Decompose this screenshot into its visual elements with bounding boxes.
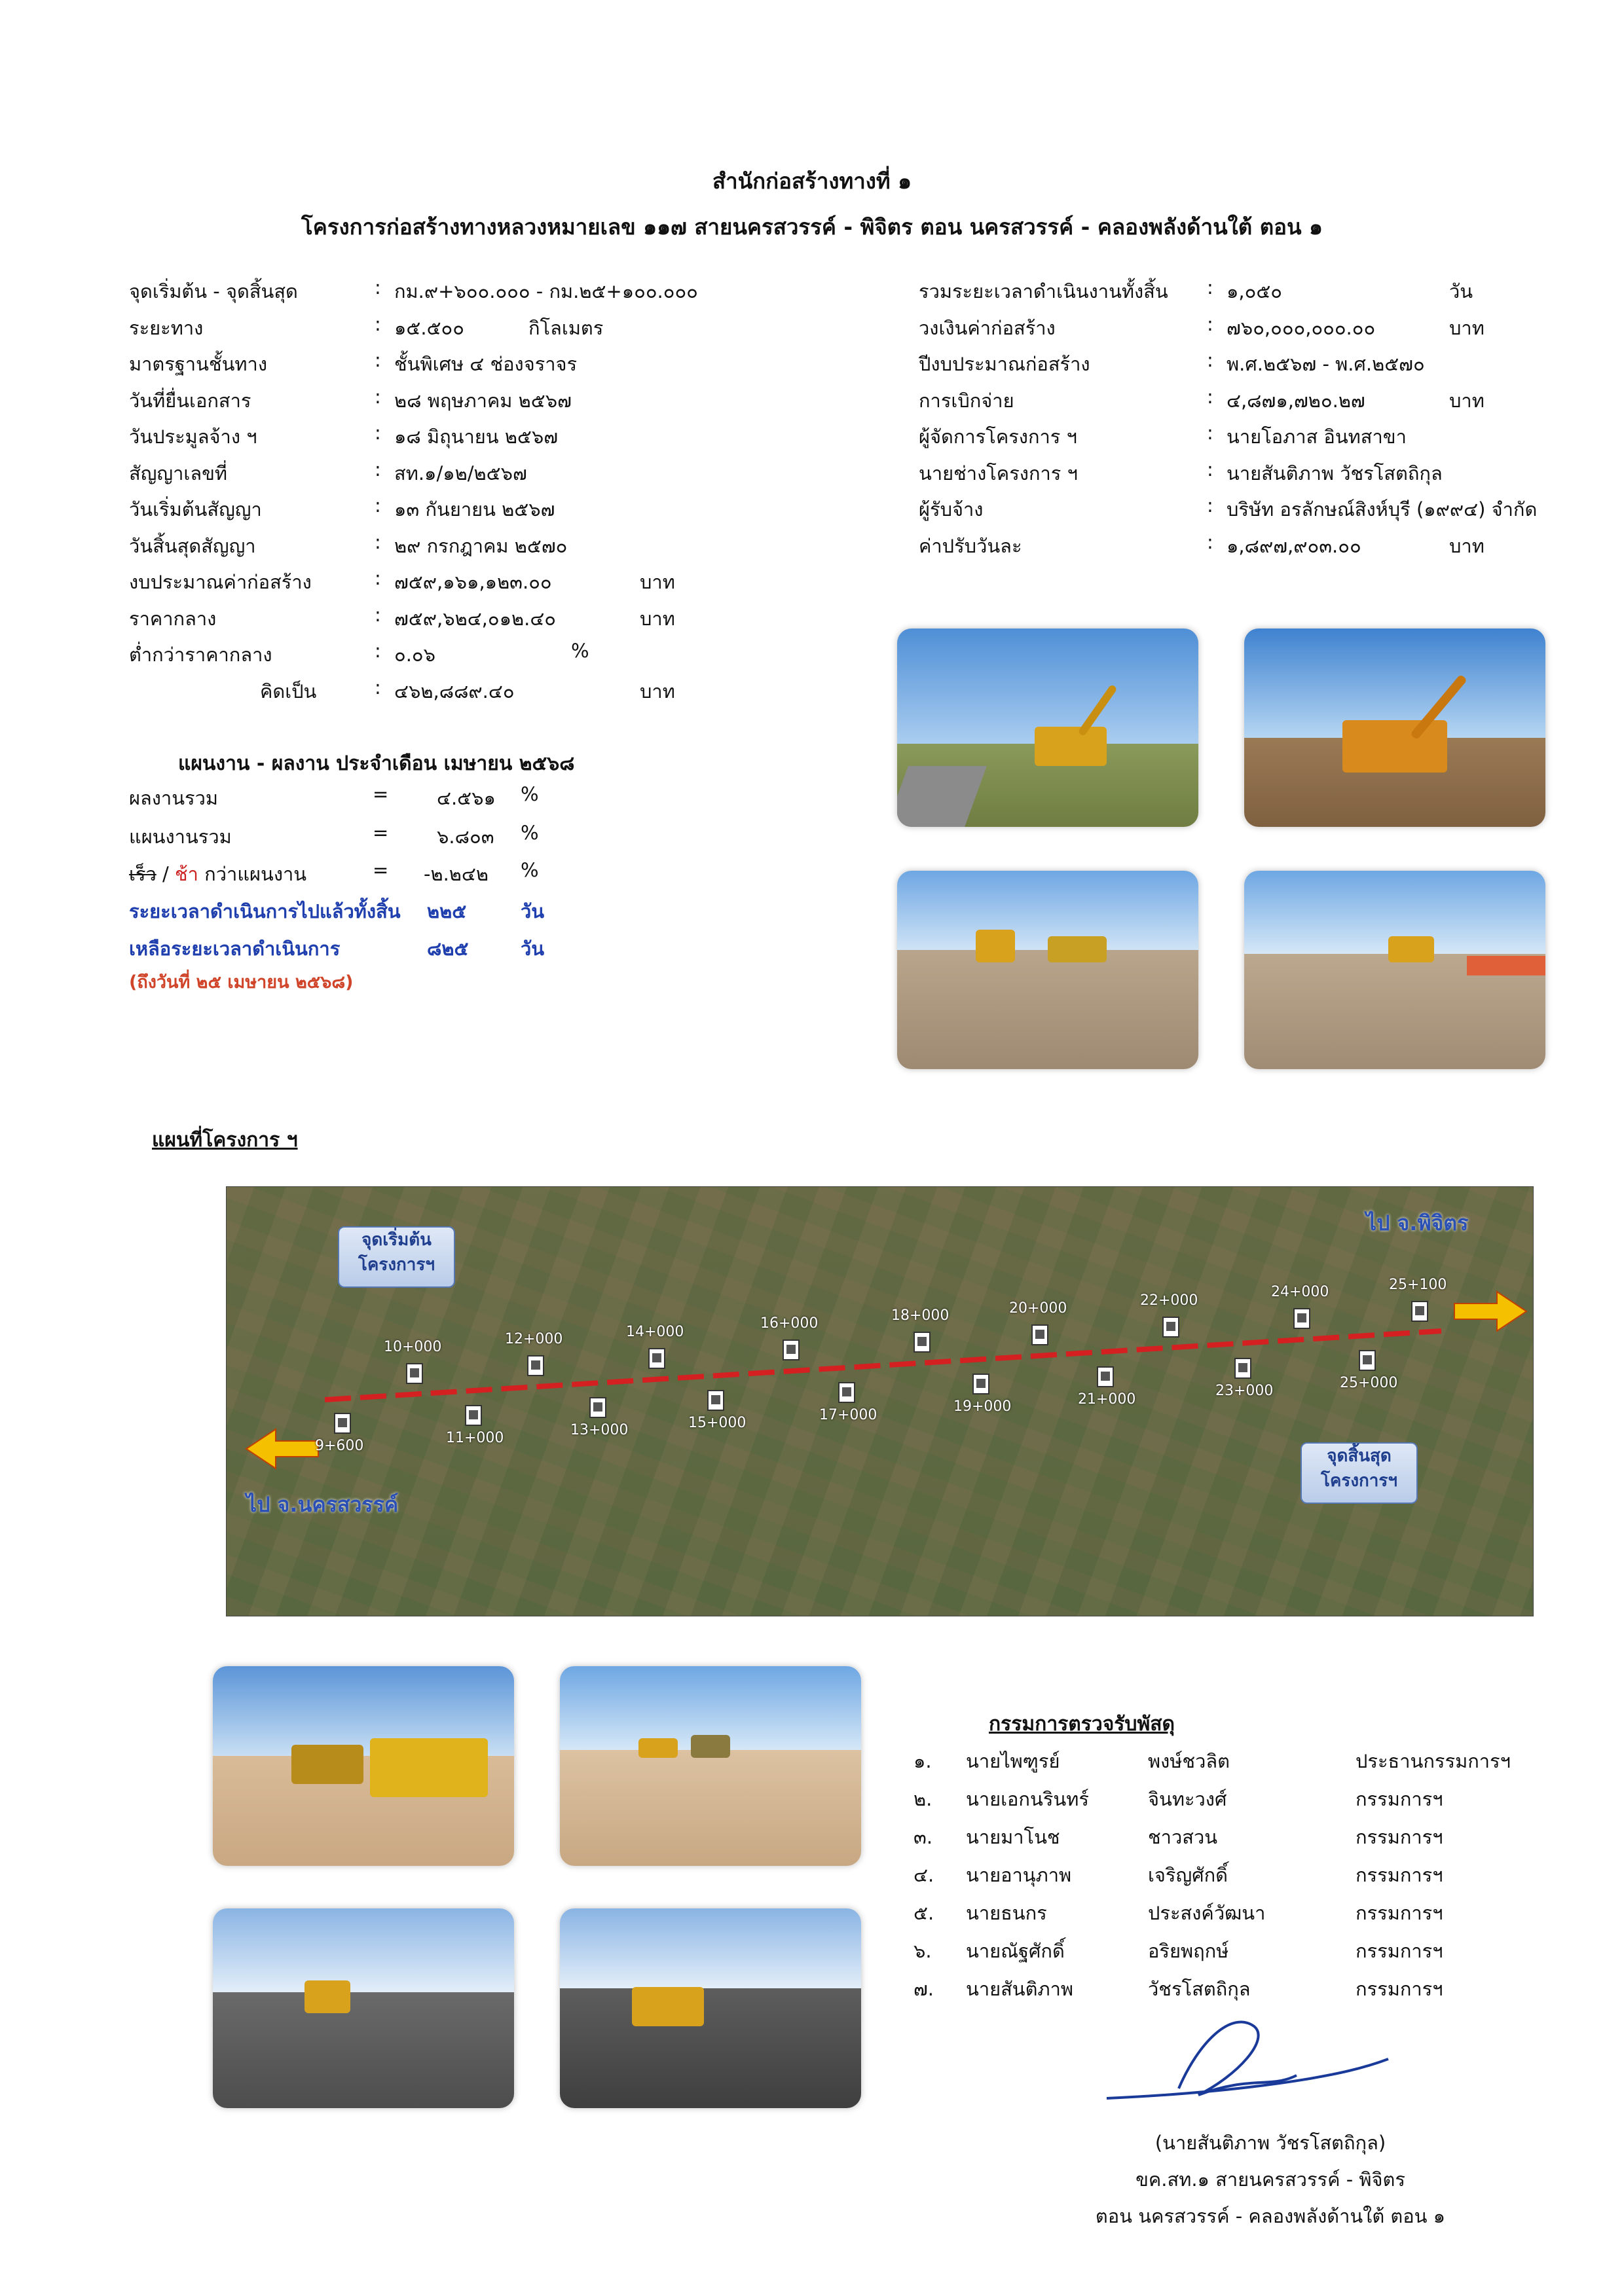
- info-label: ปีงบประมาณก่อสร้าง: [919, 353, 1090, 375]
- map-title: แผนที่โครงการ ฯ: [152, 1129, 298, 1152]
- info-colon: :: [375, 422, 381, 444]
- remaining-value: ๘๒๕: [427, 938, 469, 960]
- info-row: [919, 386, 1574, 412]
- info-unit: บาท: [640, 680, 675, 702]
- info-label: ค่าปรับวันละ: [919, 535, 1022, 557]
- km-marker-icon: [1293, 1308, 1310, 1329]
- info-row: [129, 494, 718, 520]
- info-unit: บาท: [640, 608, 675, 630]
- member-last-name: ชาวสวน: [1148, 1826, 1218, 1848]
- member-last-name: พงษ์ชวลิต: [1148, 1750, 1230, 1772]
- member-number: ๗.: [913, 1978, 934, 2000]
- station-label: 9+600: [315, 1438, 364, 1454]
- info-colon: :: [1207, 313, 1213, 335]
- info-label: สัญญาเลขที่: [129, 462, 228, 484]
- station-label: 19+000: [953, 1398, 1012, 1415]
- member-first-name: นายเอกนรินทร์: [966, 1788, 1089, 1810]
- signer-section: ตอน นครสวรรค์ - คลองพลังด้านใต้ ตอน ๑: [1095, 2205, 1446, 2227]
- member-role: กรรมการฯ: [1356, 1864, 1443, 1886]
- info-row: [919, 494, 1574, 520]
- signer-position: ขค.สท.๑ สายนครสวรรค์ - พิจิตร: [1135, 2168, 1405, 2191]
- info-label: วันสิ้นสุดสัญญา: [129, 535, 256, 557]
- label-separator: /: [156, 863, 175, 885]
- info-colon: :: [375, 676, 381, 699]
- info-colon: :: [375, 386, 381, 408]
- km-marker-icon: [406, 1363, 423, 1384]
- site-photo-roadwork-2: [1244, 871, 1545, 1069]
- station-label: 13+000: [570, 1422, 629, 1438]
- member-number: ๓.: [913, 1826, 933, 1848]
- info-value: นายสันติภาพ วัชรโสตถิกุล: [1227, 462, 1443, 484]
- km-marker-icon: [334, 1413, 351, 1434]
- member-first-name: นายสันติภาพ: [966, 1978, 1073, 2000]
- info-label: ระยะทาง: [129, 317, 204, 339]
- member-first-name: นายไพฑูรย์: [966, 1750, 1060, 1772]
- station-label: 18+000: [891, 1307, 950, 1324]
- info-row: [919, 313, 1574, 339]
- info-row: [919, 531, 1574, 557]
- info-label: ผู้จัดการโครงการ ฯ: [919, 426, 1077, 448]
- member-number: ๕.: [913, 1902, 934, 1924]
- info-value: ๔,๘๗๑,๗๒๐.๒๗: [1227, 390, 1365, 412]
- km-marker-icon: [527, 1355, 544, 1376]
- site-photo-roadwork-1: [897, 871, 1198, 1069]
- info-label: จุดเริ่มต้น - จุดสิ้นสุด: [129, 280, 298, 302]
- info-colon: :: [375, 640, 381, 662]
- info-value: ๑,๘๙๗,๙๐๓.๐๐: [1227, 535, 1361, 557]
- elapsed-value: ๒๒๕: [427, 900, 467, 922]
- progress-label: แผนงานรวม: [129, 826, 232, 848]
- info-row: [919, 422, 1574, 448]
- info-colon: :: [1207, 276, 1213, 299]
- info-value: ๒๘ พฤษภาคม ๒๕๖๗: [394, 390, 572, 412]
- progress-value: ๔.๕๖๑: [437, 787, 496, 809]
- signature: [1100, 1997, 1395, 2121]
- faster-label: เร็ว: [129, 863, 157, 885]
- info-label: วงเงินค่าก่อสร้าง: [919, 317, 1056, 339]
- committee-row: [913, 1822, 1536, 1848]
- info-label: ผู้รับจ้าง: [919, 498, 984, 520]
- info-label: วันที่ยื่นเอกสาร: [129, 390, 251, 412]
- member-first-name: นายอานุภาพ: [966, 1864, 1072, 1886]
- info-label: ต่ำกว่าราคากลาง: [129, 644, 272, 666]
- member-role: กรรมการฯ: [1356, 1788, 1443, 1810]
- station-label: 16+000: [760, 1315, 819, 1332]
- info-value: พ.ศ.๒๕๖๗ - พ.ศ.๒๕๗๐: [1227, 353, 1425, 375]
- site-photo-excavator-1: [897, 629, 1198, 827]
- station-label: 24+000: [1271, 1284, 1329, 1300]
- km-marker-icon: [1162, 1317, 1179, 1338]
- info-label: มาตรฐานชั้นทาง: [129, 353, 267, 375]
- info-value: ๗๕๙,๖๒๔,๐๑๒.๔๐: [394, 608, 556, 630]
- info-unit: บาท: [1449, 390, 1485, 412]
- member-last-name: เจริญศักดิ์: [1148, 1864, 1228, 1886]
- info-unit: วัน: [1449, 280, 1473, 302]
- member-role: กรรมการฯ: [1356, 1902, 1443, 1924]
- end-callout-line1: จุดสิ้นสุด: [1327, 1446, 1392, 1466]
- info-colon: :: [1207, 531, 1213, 553]
- site-photo-roller-2: [560, 1666, 861, 1866]
- info-value: สท.๑/๑๒/๒๕๖๗: [394, 462, 527, 484]
- info-unit: กิโลเมตร: [528, 317, 604, 339]
- info-colon: :: [375, 313, 381, 335]
- info-row: [129, 349, 718, 375]
- office-title: สำนักก่อสร้างทางที่ ๑: [712, 168, 912, 194]
- info-value: ๒๙ กรกฎาคม ๒๕๗๐: [394, 535, 568, 557]
- info-label: ราคากลาง: [129, 608, 217, 630]
- committee-title: กรรมการตรวจรับพัสดุ: [989, 1713, 1175, 1736]
- station-label: 20+000: [1009, 1300, 1067, 1317]
- start-callout-line2: โครงการฯ: [358, 1255, 435, 1275]
- committee-row: [913, 1860, 1536, 1886]
- info-row: [919, 458, 1574, 484]
- committee-row: [913, 1746, 1536, 1772]
- member-last-name: จินทะวงศ์: [1148, 1788, 1227, 1810]
- info-row: [129, 458, 718, 484]
- member-last-name: วัชรโสตถิกุล: [1148, 1978, 1251, 2000]
- progress-label: [129, 859, 306, 889]
- info-colon: :: [1207, 458, 1213, 481]
- member-role: กรรมการฯ: [1356, 1978, 1443, 2000]
- info-row: [129, 531, 718, 557]
- info-colon: :: [1207, 386, 1213, 408]
- member-first-name: นายณัฐศักดิ์: [966, 1940, 1065, 1962]
- site-photo-roller-1: [213, 1666, 514, 1866]
- km-marker-icon: [707, 1390, 724, 1411]
- info-value: ๑๓ กันยายน ๒๕๖๗: [394, 498, 555, 520]
- info-label: การเบิกจ่าย: [919, 390, 1014, 412]
- station-label: 25+000: [1340, 1375, 1398, 1391]
- info-label: รวมระยะเวลาดำเนินงานทั้งสิ้น: [919, 280, 1168, 302]
- info-label: งบประมาณค่าก่อสร้าง: [129, 571, 312, 593]
- info-value: ชั้นพิเศษ ๔ ช่องจราจร: [394, 353, 578, 375]
- end-callout-line2: โครงการฯ: [1321, 1471, 1397, 1491]
- info-colon: :: [375, 531, 381, 553]
- committee-row: [913, 1974, 1536, 2000]
- member-last-name: ประสงค์วัฒนา: [1148, 1902, 1266, 1924]
- member-first-name: นายธนกร: [966, 1902, 1047, 1924]
- info-colon: :: [1207, 494, 1213, 517]
- progress-unit: %: [521, 783, 539, 805]
- signer-name: (นายสันติภาพ วัชรโสตถิกุล): [1154, 2132, 1386, 2154]
- to-phichit-label: ไป จ.พิจิตร: [1366, 1211, 1469, 1235]
- km-marker-icon: [972, 1374, 989, 1394]
- km-marker-icon: [783, 1339, 800, 1360]
- info-label: วันเริ่มต้นสัญญา: [129, 498, 262, 520]
- station-label: 11+000: [446, 1430, 504, 1446]
- info-value: ๗๕๙,๑๖๑,๑๒๓.๐๐: [394, 571, 552, 593]
- station-label: 10+000: [384, 1339, 442, 1355]
- site-photo-paving-2: [560, 1908, 861, 2108]
- info-value: นายโอภาส อินทสาขา: [1227, 426, 1407, 448]
- start-callout-line1: จุดเริ่มต้น: [361, 1230, 432, 1250]
- site-photo-excavator-2: [1244, 629, 1545, 827]
- member-role: กรรมการฯ: [1356, 1826, 1443, 1848]
- info-row: [129, 567, 718, 593]
- info-row: [919, 349, 1574, 375]
- km-marker-icon: [465, 1405, 482, 1426]
- site-photo-paving-1: [213, 1908, 514, 2108]
- info-colon: :: [375, 349, 381, 371]
- station-label: 17+000: [819, 1407, 877, 1423]
- km-marker-icon: [1234, 1358, 1251, 1379]
- info-colon: :: [1207, 349, 1213, 371]
- info-row: [129, 640, 718, 666]
- progress-value: ๖.๘๐๓: [437, 826, 494, 848]
- station-label: 25+100: [1389, 1277, 1447, 1293]
- elapsed-unit: วัน: [521, 900, 545, 922]
- slower-label: ช้า: [175, 863, 198, 885]
- info-row: [129, 313, 718, 339]
- info-row: [129, 676, 718, 702]
- station-label: 15+000: [688, 1415, 747, 1431]
- station-label: 23+000: [1215, 1383, 1274, 1399]
- km-marker-icon: [1411, 1301, 1428, 1322]
- committee-row: [913, 1784, 1536, 1810]
- station-label: 14+000: [626, 1324, 684, 1340]
- left-arrow-icon: [246, 1429, 318, 1468]
- info-value: ๑๘ มิถุนายน ๒๕๖๗: [394, 426, 559, 448]
- info-label: นายช่างโครงการ ฯ: [919, 462, 1078, 484]
- direction-arrows: [227, 1187, 1533, 1616]
- progress-eq: =: [373, 783, 389, 805]
- info-row: [919, 276, 1574, 302]
- project-map: [226, 1186, 1534, 1616]
- member-number: ๖.: [913, 1940, 932, 1962]
- progress-unit: %: [521, 859, 539, 881]
- info-colon: :: [375, 604, 381, 626]
- info-colon: :: [375, 567, 381, 589]
- km-marker-icon: [1097, 1366, 1114, 1387]
- info-value: ๑๕.๕๐๐: [394, 317, 464, 339]
- info-unit: %: [571, 640, 589, 662]
- info-label: คิดเป็น: [260, 680, 317, 702]
- info-colon: :: [375, 458, 381, 481]
- info-row: [129, 422, 718, 448]
- info-unit: บาท: [640, 571, 675, 593]
- info-value: ๐.๐๖: [394, 644, 436, 666]
- km-marker-icon: [648, 1348, 665, 1369]
- progress-unit: %: [521, 822, 539, 844]
- member-role: ประธานกรรมการฯ: [1356, 1750, 1511, 1772]
- to-nakhon-sawan-label: ไป จ.นครสวรรค์: [246, 1492, 399, 1517]
- km-marker-icon: [589, 1397, 606, 1418]
- remaining-unit: วัน: [521, 938, 545, 960]
- remaining-label: เหลือระยะเวลาดำเนินการ: [129, 938, 341, 960]
- progress-heading: แผนงาน - ผลงาน ประจำเดือน เมษายน ๒๕๖๘: [178, 752, 575, 775]
- info-row: [129, 604, 718, 630]
- member-number: ๔.: [913, 1864, 934, 1886]
- as-of-date: (ถึงวันที่ ๒๕ เมษายน ๒๕๖๘): [129, 972, 354, 993]
- member-role: กรรมการฯ: [1356, 1940, 1443, 1962]
- info-label: วันประมูลจ้าง ฯ: [129, 426, 257, 448]
- info-colon: :: [375, 276, 381, 299]
- station-label: 22+000: [1140, 1292, 1198, 1309]
- progress-label: ผลงานรวม: [129, 787, 219, 809]
- info-unit: บาท: [1449, 317, 1485, 339]
- km-marker-icon: [913, 1332, 931, 1353]
- right-arrow-icon: [1454, 1292, 1526, 1331]
- project-title: โครงการก่อสร้างทางหลวงหมายเลข ๑๑๗ สายนครสวรรค์ - พิจิตร ตอน นครสวรรค์ - คลองพลังด้านใต้ ตอน ๑: [301, 214, 1323, 240]
- station-label: 21+000: [1078, 1391, 1136, 1408]
- km-marker-icon: [1031, 1324, 1048, 1345]
- progress-value: -๒.๒๔๒: [424, 863, 489, 885]
- km-marker-icon: [838, 1382, 855, 1403]
- member-last-name: อริยพฤกษ์: [1148, 1940, 1229, 1962]
- info-value: ๔๖๒,๘๘๙.๔๐: [394, 680, 515, 702]
- progress-eq: =: [373, 859, 389, 881]
- info-value: ๑,๐๕๐: [1227, 280, 1282, 302]
- progress-eq: =: [373, 822, 389, 844]
- station-label: 12+000: [505, 1331, 563, 1347]
- committee-row: [913, 1898, 1536, 1924]
- member-first-name: นายมาโนช: [966, 1826, 1060, 1848]
- committee-row: [913, 1936, 1536, 1962]
- info-unit: บาท: [1449, 535, 1485, 557]
- info-value: บริษัท อรลักษณ์สิงห์บุรี (๑๙๙๔) จำกัด: [1227, 498, 1538, 520]
- label-rest: กว่าแผนงาน: [198, 863, 307, 885]
- info-value: ๗๖๐,๐๐๐,๐๐๐.๐๐: [1227, 317, 1376, 339]
- member-number: ๒.: [913, 1788, 932, 1810]
- info-value: กม.๙+๖๐๐.๐๐๐ - กม.๒๕+๑๐๐.๐๐๐: [394, 280, 698, 302]
- info-colon: :: [1207, 422, 1213, 444]
- elapsed-label: ระยะเวลาดำเนินการไปแล้วทั้งสิ้น: [129, 900, 401, 922]
- member-number: ๑.: [913, 1750, 932, 1772]
- info-row: [129, 276, 718, 302]
- info-colon: :: [375, 494, 381, 517]
- info-row: [129, 386, 718, 412]
- km-marker-icon: [1359, 1350, 1376, 1371]
